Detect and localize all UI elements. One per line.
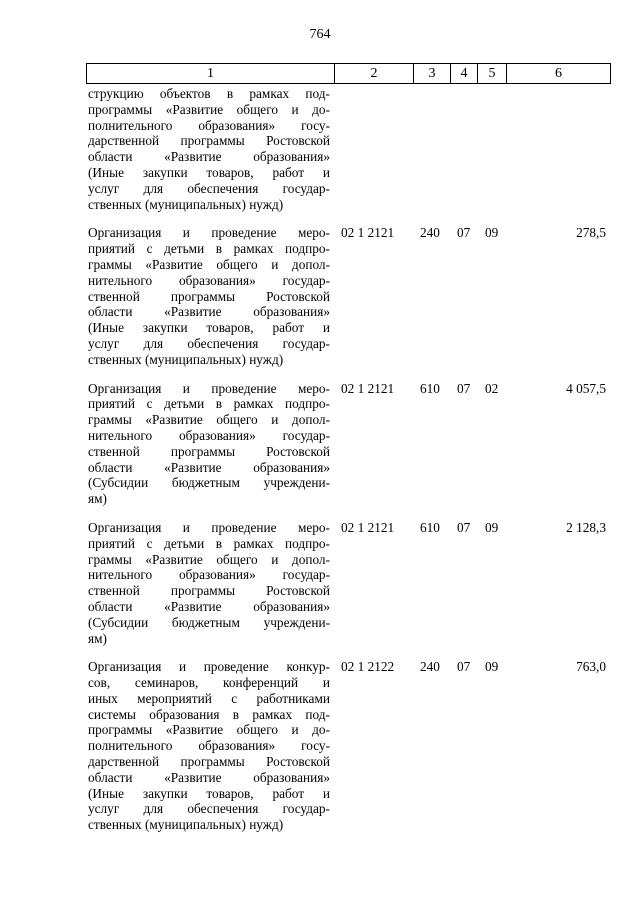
description-line: ственных (муниципальных) нужд) (88, 351, 284, 367)
description-line: услуг для обеспечения государ- (88, 180, 330, 196)
description-line: (Субсидии бюджетным учреждени- (88, 614, 330, 630)
description-line: приятий с детьми в рамках подпро- (88, 535, 330, 551)
column-header-6: 6 (507, 64, 611, 84)
description-line: Организация и проведение меро- (88, 519, 330, 535)
description-line: дарственной программы Ростовской (88, 754, 330, 770)
subsection-code: 09 (485, 519, 499, 535)
description-line: Организация и проведение меро- (88, 225, 330, 241)
description-line: струкцию объектов в рамках под- (88, 86, 330, 101)
description-line: ям) (88, 630, 107, 646)
description-line: нительного образования» государ- (88, 272, 330, 288)
subsection-code: 02 (485, 380, 499, 396)
row-description (88, 381, 330, 507)
expense-type-code: 240 (420, 659, 440, 675)
description-line: услуг для обеспечения государ- (88, 801, 330, 817)
description-line: дарственной программы Ростовской (88, 133, 330, 149)
table-row (88, 520, 608, 646)
row-description (88, 86, 330, 212)
description-line: программы «Развитие общего и до- (88, 722, 330, 738)
description-line: ям) (88, 491, 107, 507)
target-article-code: 02 1 2121 (341, 519, 395, 535)
page-number: 764 (309, 27, 331, 42)
column-header-1: 1 (87, 64, 335, 84)
description-line: ственных (муниципальных) нужд) (88, 196, 284, 212)
column-header-2: 2 (335, 64, 414, 84)
description-line: области «Развитие образования» (88, 769, 330, 785)
table-row (88, 225, 608, 367)
description-line: Организация и проведение конкур- (88, 659, 330, 675)
description-line: программы «Развитие общего и до- (88, 101, 330, 117)
description-line: области «Развитие образования» (88, 149, 330, 165)
subsection-code: 09 (485, 659, 499, 675)
target-article-code: 02 1 2121 (341, 225, 395, 241)
description-line: системы образования в рамках под- (88, 706, 330, 722)
row-description (88, 225, 330, 367)
expense-type-code: 610 (420, 519, 440, 535)
section-code: 07 (457, 519, 471, 535)
description-line: ственной программы Ростовской (88, 288, 330, 304)
section-code: 07 (457, 225, 471, 241)
table-row (88, 86, 608, 212)
description-line: иных мероприятий с работниками (88, 690, 330, 706)
subsection-code: 09 (485, 225, 499, 241)
description-line: ственной программы Ростовской (88, 583, 330, 599)
target-article-code: 02 1 2122 (341, 659, 395, 675)
section-code: 07 (457, 380, 471, 396)
target-article-code: 02 1 2121 (341, 380, 395, 396)
description-line: нительного образования» государ- (88, 427, 330, 443)
column-header-5: 5 (478, 64, 507, 84)
column-header-4: 4 (451, 64, 478, 84)
description-line: сов, семинаров, конференций и (88, 675, 330, 691)
description-line: граммы «Развитие общего и допол- (88, 551, 330, 567)
description-line: приятий с детьми в рамках подпро- (88, 396, 330, 412)
table-row (88, 659, 608, 833)
budget-table-body (88, 86, 608, 833)
amount: 4 057,5 (566, 380, 606, 396)
amount: 2 128,3 (566, 519, 606, 535)
description-line: полнительного образования» госу- (88, 738, 330, 754)
description-line: ственных (муниципальных) нужд) (88, 817, 284, 833)
column-header-row (86, 63, 611, 84)
description-line: приятий с детьми в рамках подпро- (88, 241, 330, 257)
description-line: области «Развитие образования» (88, 304, 330, 320)
description-line: (Иные закупки товаров, работ и (88, 320, 330, 336)
description-line: граммы «Развитие общего и допол- (88, 412, 330, 428)
description-line: области «Развитие образования» (88, 598, 330, 614)
description-line: (Субсидии бюджетным учреждени- (88, 475, 330, 491)
description-line: (Иные закупки товаров, работ и (88, 785, 330, 801)
row-description (88, 520, 330, 646)
description-line: нительного образования» государ- (88, 567, 330, 583)
amount: 278,5 (576, 225, 606, 241)
amount: 763,0 (576, 659, 606, 675)
row-description (88, 659, 330, 833)
description-line: граммы «Развитие общего и допол- (88, 256, 330, 272)
description-line: полнительного образования» госу- (88, 117, 330, 133)
description-line: Организация и проведение меро- (88, 380, 330, 396)
description-line: области «Развитие образования» (88, 459, 330, 475)
description-line: (Иные закупки товаров, работ и (88, 164, 330, 180)
description-line: услуг для обеспечения государ- (88, 335, 330, 351)
section-code: 07 (457, 659, 471, 675)
expense-type-code: 240 (420, 225, 440, 241)
table-row (88, 381, 608, 507)
expense-type-code: 610 (420, 380, 440, 396)
description-line: ственной программы Ростовской (88, 443, 330, 459)
column-header-3: 3 (414, 64, 451, 84)
